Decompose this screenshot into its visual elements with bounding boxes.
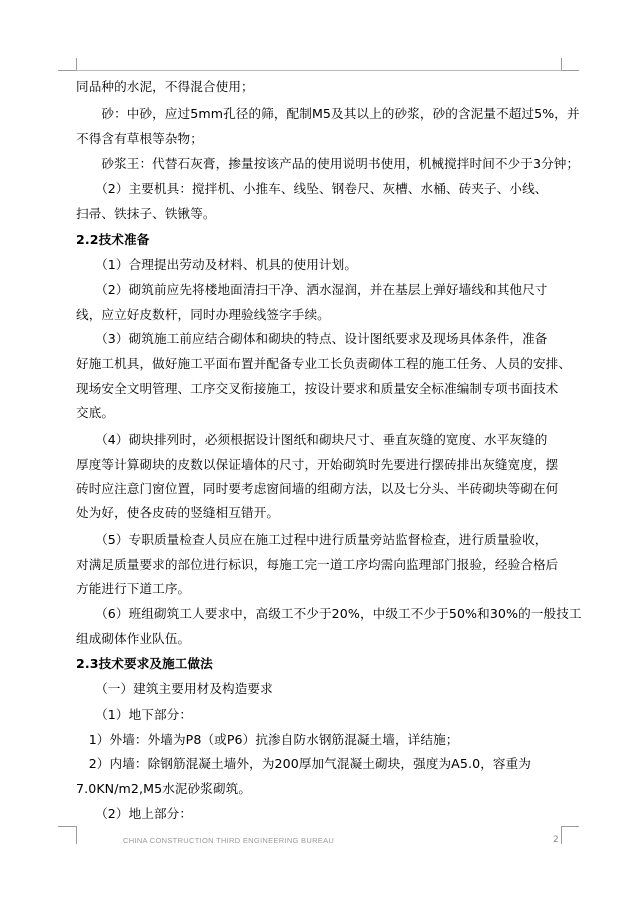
section-heading: 2.2技术准备 (76, 232, 150, 247)
text-line: （6）班组砌筑工人要求中，高级工不少于20%，中级工不少于50%和30%的一般技工 (76, 606, 582, 621)
text-line: 7.0KN/m2,M5水泥砂浆砌筑。 (76, 781, 252, 796)
text-line: （1）地下部分： (76, 707, 193, 722)
text-line: （1）合理提出劳动及材料、机具的使用计划。 (76, 257, 358, 272)
text-line: （3）砌筑施工前应结合砌体和砌块的特点、设计图纸要求及现场具体条件，准备 (76, 331, 548, 346)
footer-text: CHINA CONSTRUCTION THIRD ENGINEERING BUREAU (123, 836, 335, 845)
text-line: 方能进行下道工序。 (76, 581, 191, 596)
text-line: （5）专职质量检查人员应在施工过程中进行质量旁站监督检查，进行质量验收， (76, 532, 548, 547)
page-number: 2 (553, 835, 559, 845)
text-line: 好施工机具，做好施工平面布置并配备专业工长负责砌体工程的施工任务、人员的安排、 (76, 356, 572, 371)
text-line: 对满足质量要求的部位进行标识，每施工完一道工序均需向监理部门报验，经验合格后 (76, 557, 559, 572)
crop-mark-top-left-h (58, 70, 76, 71)
crop-mark-bottom-right-v (561, 826, 562, 844)
section-heading: 2.3技术要求及施工做法 (76, 656, 213, 671)
text-line: 厚度等计算砌块的皮数以保证墙体的尺寸，开始砌筑时先要进行摆砖排出灰缝宽度，摆 (76, 457, 559, 472)
crop-mark-bottom-right-h (561, 826, 579, 827)
crop-mark-top-right-h (561, 70, 579, 71)
text-line: 1）外墙：外墙为P8（或P6）抗渗自防水钢筋混凝土墙，详结施； (76, 732, 459, 747)
text-line: 不得含有草根等杂物； (76, 131, 203, 146)
text-line: （2）砌筑前应先将楼地面清扫干净、洒水湿润，并在基层上弹好墙线和其他尺寸 (76, 282, 548, 297)
text-line: 同品种的水泥，不得混合使用； (76, 79, 254, 94)
text-line: 砂浆王：代替石灰膏，掺量按该产品的使用说明书使用，机械搅拌时间不少于3分钟； (76, 156, 580, 171)
text-line: （2）地上部分： (76, 806, 193, 821)
text-line: （一）建筑主要用材及构造要求 (76, 681, 273, 696)
text-line: （4）砌块排列时，必须根据设计图纸和砌块尺寸、垂直灰缝的宽度、水平灰缝的 (76, 432, 548, 447)
text-line: 2）内墙：除钢筋混凝土墙外，为200厚加气混凝土砌块，强度为A5.0，容重为 (76, 756, 531, 771)
text-line: 处为好，使各皮砖的竖缝相互错开。 (76, 505, 280, 520)
text-line: 交底。 (76, 405, 115, 420)
text-line: 组成砌体作业队伍。 (76, 631, 191, 646)
text-line: 砂：中砂，应过5mm孔径的筛，配制M5及其以上的砂浆，砂的含泥量不超过5%，并 (76, 106, 580, 121)
text-line: 线，应立好皮数杆，同时办理验线签字手续。 (76, 307, 330, 322)
crop-mark-bottom-left-h (58, 826, 76, 827)
header-rule (76, 70, 562, 71)
text-line: 扫帚、铁抹子、铁锹等。 (76, 206, 216, 221)
text-line: 砖时应注意门窗位置，同时要考虑窗间墙的组砌方法，以及七分头、半砖砌块等砌在何 (76, 481, 559, 496)
text-line: 现场安全文明管理、工序交叉衔接施工，按设计要求和质量安全标准编制专项书面技术 (76, 381, 559, 396)
text-line: （2）主要机具：搅拌机、小推车、线坠、钢卷尺、灰槽、水桶、砖夹子、小线、 (76, 181, 548, 196)
crop-mark-bottom-left-v (76, 826, 77, 844)
